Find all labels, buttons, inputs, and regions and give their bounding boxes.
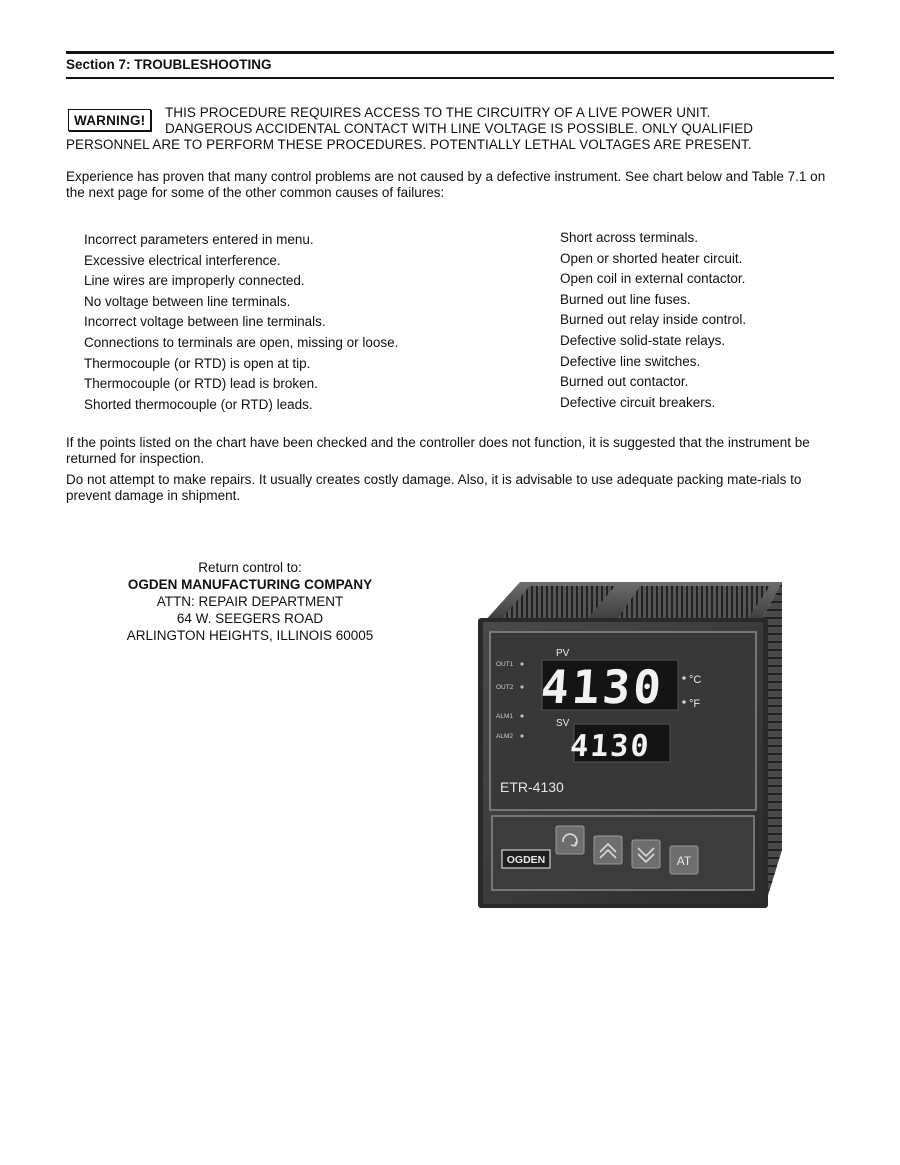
led-icon [520, 714, 523, 717]
return-advice-paragraph: If the points listed on the chart have been checked and the controller does not function, it is suggested that the instrument be returned for inspection. [66, 435, 810, 466]
sv-label: SV [556, 718, 570, 729]
cause-item: Incorrect parameters entered in menu. [84, 232, 314, 247]
auto-tune-button[interactable] [670, 846, 698, 874]
section-rule [66, 77, 834, 79]
causes-list-right [560, 228, 746, 413]
cause-item: Open or shorted heater circuit. [560, 250, 743, 266]
down-button[interactable] [632, 840, 660, 868]
warning-text-line-3: PERSONNEL ARE TO PERFORM THESE PROCEDURES. POTENTIALLY LETHAL VOLTAGES ARE PRESENT. [66, 137, 752, 152]
address-attn: ATTN: REPAIR DEPARTMENT [156, 594, 344, 609]
address-city: ARLINGTON HEIGHTS, ILLINOIS 60005 [126, 628, 374, 643]
repair-advice-paragraph: Do not attempt to make repairs. It usually creates costly damage. Also, it is advisable to use adequate packing mate-rials to prevent damage in shipment. [66, 472, 802, 503]
cause-item: Shorted thermocouple (or RTD) leads. [84, 396, 313, 412]
return-address [90, 559, 410, 644]
cause-item: No voltage between line terminals. [84, 293, 291, 309]
cause-item: Thermocouple (or RTD) lead is broken. [84, 376, 318, 392]
pv-label: PV [556, 648, 570, 659]
led-icon [682, 676, 686, 680]
cause-item: Defective solid-state relays. [560, 332, 726, 348]
led-icon [520, 662, 523, 665]
intro-paragraph: Experience has proven that many control problems are not caused by a defective instrument. See chart below and Table 7.1 on the next page for some of the other common causes of failures: [66, 169, 826, 200]
unit-fahrenheit: °F [689, 698, 701, 710]
cause-item: Defective line switches. [560, 353, 701, 369]
cause-item: Incorrect voltage between line terminals. [84, 314, 326, 330]
cause-item: Burned out line fuses. [560, 291, 691, 307]
cause-item: Connections to terminals are open, missing or loose. [84, 334, 399, 350]
cause-item: Defective circuit breakers. [560, 394, 716, 410]
cause-item: Line wires are improperly connected. [84, 273, 305, 289]
address-street: 64 W. SEEGERS ROAD [176, 611, 324, 626]
controller-illustration [470, 580, 786, 910]
warning-text-line-1: THIS PROCEDURE REQUIRES ACCESS TO THE CIRCUITRY OF A LIVE POWER UNIT. [165, 105, 711, 120]
controller-photo [470, 580, 786, 915]
causes-list-left [84, 230, 398, 415]
indicator-out2: OUT2 [496, 684, 514, 691]
top-rule [66, 51, 834, 54]
pv-value: 4130 [539, 660, 666, 714]
warning-text-line-2: DANGEROUS ACCIDENTAL CONTACT WITH LINE VOLTAGE IS POSSIBLE. ONLY QUALIFIED [165, 121, 754, 136]
at-button-label: AT [676, 854, 692, 868]
indicator-alm1: ALM1 [496, 713, 513, 720]
sv-value: 4130 [569, 729, 652, 764]
cause-item: Burned out relay inside control. [560, 312, 747, 328]
section-title: Section 7: TROUBLESHOOTING [66, 57, 272, 72]
up-button[interactable] [594, 836, 622, 864]
cause-item: Thermocouple (or RTD) is open at tip. [84, 355, 311, 371]
warning-label: WARNING! [68, 109, 151, 131]
cause-item: Excessive electrical interference. [84, 252, 281, 268]
indicator-alm2: ALM2 [496, 733, 513, 740]
cause-item: Open coil in external contactor. [560, 271, 746, 287]
indicator-out1: OUT1 [496, 661, 514, 668]
unit-celsius: °C [689, 674, 702, 686]
cause-item: Short across terminals. [560, 230, 699, 245]
led-icon [682, 700, 686, 704]
brand-logo: OGDEN [506, 854, 546, 866]
company-name: OGDEN MANUFACTURING COMPANY [127, 577, 373, 592]
led-icon [520, 734, 523, 737]
address-intro: Return control to: [198, 560, 302, 575]
model-label: ETR-4130 [500, 779, 564, 795]
return-button[interactable] [556, 826, 584, 854]
cause-item: Burned out contactor. [560, 374, 689, 390]
led-icon [520, 685, 523, 688]
